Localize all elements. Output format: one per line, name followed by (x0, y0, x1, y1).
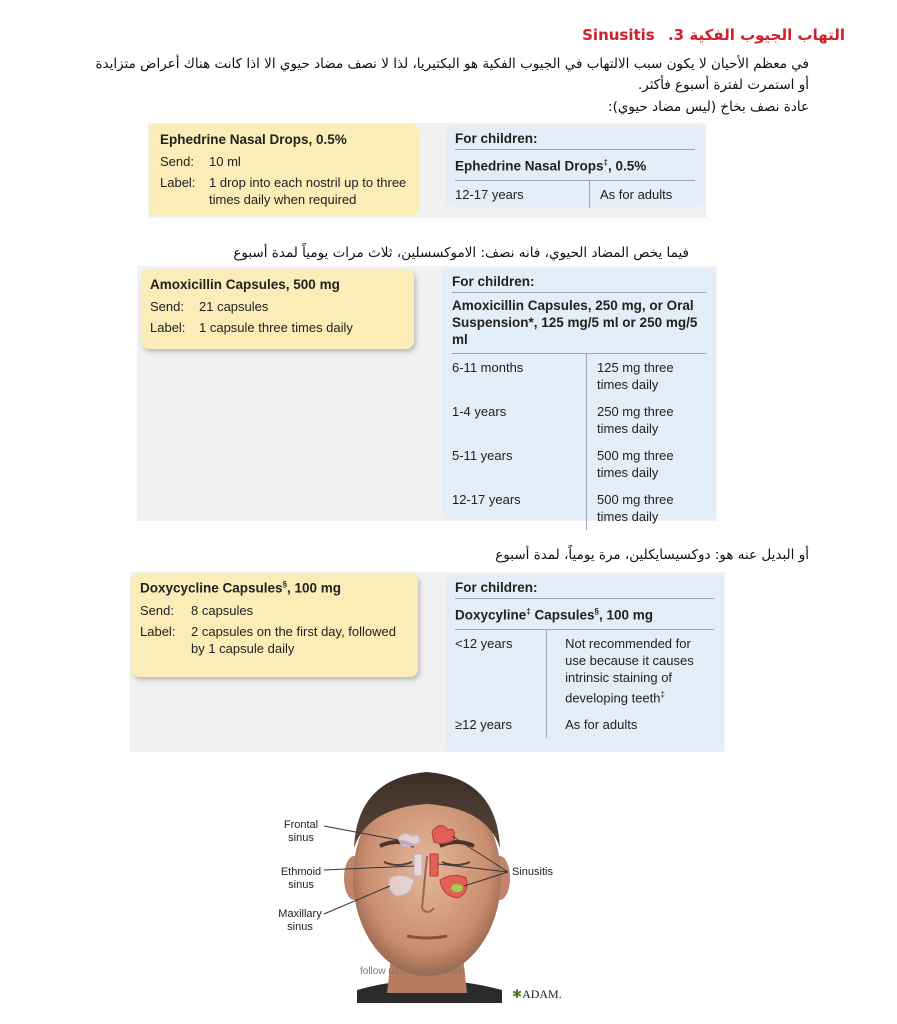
age-cell: 5-11 years (452, 442, 587, 486)
section-number: .3 (667, 26, 685, 44)
age-cell: 12-17 years (452, 486, 587, 530)
dose-cell: Not recommended for use because it causes intrinsic staining of developing teeth‡ (565, 635, 694, 705)
section-heading (582, 26, 845, 44)
dose-cell: 125 mg three times daily (597, 360, 674, 392)
amoxicillin-adult-box (141, 269, 414, 349)
leaf-icon: ✱ (512, 987, 523, 1001)
ephedrine-send-row (160, 153, 420, 170)
dose-cell: 250 mg three times daily (597, 404, 674, 436)
doxycycline-dose-table (455, 630, 714, 738)
label-value: 1 drop into each nostril up to three times daily when required (209, 175, 407, 207)
table-row (452, 354, 697, 398)
table-row (452, 486, 697, 530)
send-key: Send: (160, 154, 194, 169)
send-key: Send: (150, 299, 184, 314)
doxycycline-send-row (140, 602, 418, 619)
intro-paragraph: في معظم الأحيان لا يكون سبب الالتهاب في الجيوب الفكية هو البكتيريا، لذا لا نصف مضاد حيوي الا اذا كانت هناك أعراض متزايدة أو استمرت لفترة أسبوع فأكثر. (95, 56, 809, 93)
note-antibiotic: فيما يخص المضاد الحيوي، فانه نصف: الاموكسسلين، ثلاث مرات يومياً لمدة أسبوع (233, 245, 689, 261)
table-row (452, 442, 697, 486)
doxycycline-adult-title: Doxycycline Capsules§, 100 mg (140, 580, 342, 596)
section-title: التهاب الجيوب الفكية Sinusitis (582, 26, 845, 44)
label-key: Label: (160, 175, 196, 190)
ethmoid-sinus-label: Ethmoid sinus (280, 866, 322, 891)
note-alternative: أو البديل عنه هو: دوكسيسايكلين، مرة يومياً، لمدة أسبوع (495, 547, 809, 563)
send-value: 21 capsules (199, 299, 269, 314)
doxycycline-children-box (445, 574, 724, 752)
maxillary-sinus-label: Maxillary sinus (278, 908, 322, 933)
doxycycline-children-drug: Doxycyline‡ Capsules§, 100 mg (455, 599, 714, 630)
table-row (455, 630, 714, 711)
doxycycline-adult-box (131, 573, 418, 677)
dose-cell: 500 mg three times daily (597, 448, 674, 480)
ephedrine-children-drug: Ephedrine Nasal Drops‡, 0.5% (455, 150, 695, 181)
ephedrine-children-box (445, 125, 705, 207)
age-cell: 6-11 months (452, 354, 587, 398)
label-value: 1 capsule three times daily (199, 320, 353, 335)
sinusitis-label: Sinusitis (512, 866, 553, 878)
frontal-sinus-label: Frontal sinus (283, 819, 319, 844)
amoxicillin-adult-title: Amoxicillin Capsules, 500 mg (150, 277, 340, 292)
send-value: 8 capsules (191, 602, 254, 618)
amoxicillin-dose-table (452, 354, 697, 530)
age-cell: ≥12 years (455, 711, 547, 738)
label-key: Label: (140, 623, 176, 639)
send-key: Send: (140, 602, 174, 618)
children-header: For children: (455, 125, 695, 150)
age-cell: <12 years (455, 630, 547, 711)
adam-logo: ✱ADAM. (512, 987, 562, 1001)
table-row (455, 711, 714, 738)
ephedrine-adult-box (149, 124, 420, 216)
table-row (455, 181, 672, 208)
age-cell: 1-4 years (452, 398, 587, 442)
dose-cell: As for adults (600, 186, 673, 202)
amoxicillin-children-box (442, 268, 716, 524)
ephedrine-dose-table (455, 181, 672, 208)
label-key: Label: (150, 320, 186, 335)
amoxicillin-label-row (150, 319, 414, 336)
ephedrine-label-row (160, 174, 420, 208)
children-header: For children: (452, 268, 706, 293)
send-value: 10 ml (209, 154, 241, 169)
doxycycline-label-row (140, 623, 418, 657)
label-value: 2 capsules on the first day, followed by 1 capsule daily (191, 623, 396, 656)
age-cell: 12-17 years (455, 181, 590, 208)
amoxicillin-send-row (150, 298, 414, 315)
dose-cell: As for adults (565, 716, 638, 732)
amoxicillin-children-drug: Amoxicillin Capsules, 250 mg, or Oral Suspension*, 125 mg/5 ml or 250 mg/5 ml (452, 293, 706, 354)
ephedrine-adult-title: Ephedrine Nasal Drops, 0.5% (160, 132, 347, 147)
dose-cell: 500 mg three times daily (597, 492, 674, 524)
note-spray: عادة نصف بخاخ (ليس مضاد حيوي): (608, 99, 809, 115)
table-row (452, 398, 697, 442)
watermark: follow us: Super Dentist (360, 966, 466, 977)
children-header: For children: (455, 574, 714, 599)
